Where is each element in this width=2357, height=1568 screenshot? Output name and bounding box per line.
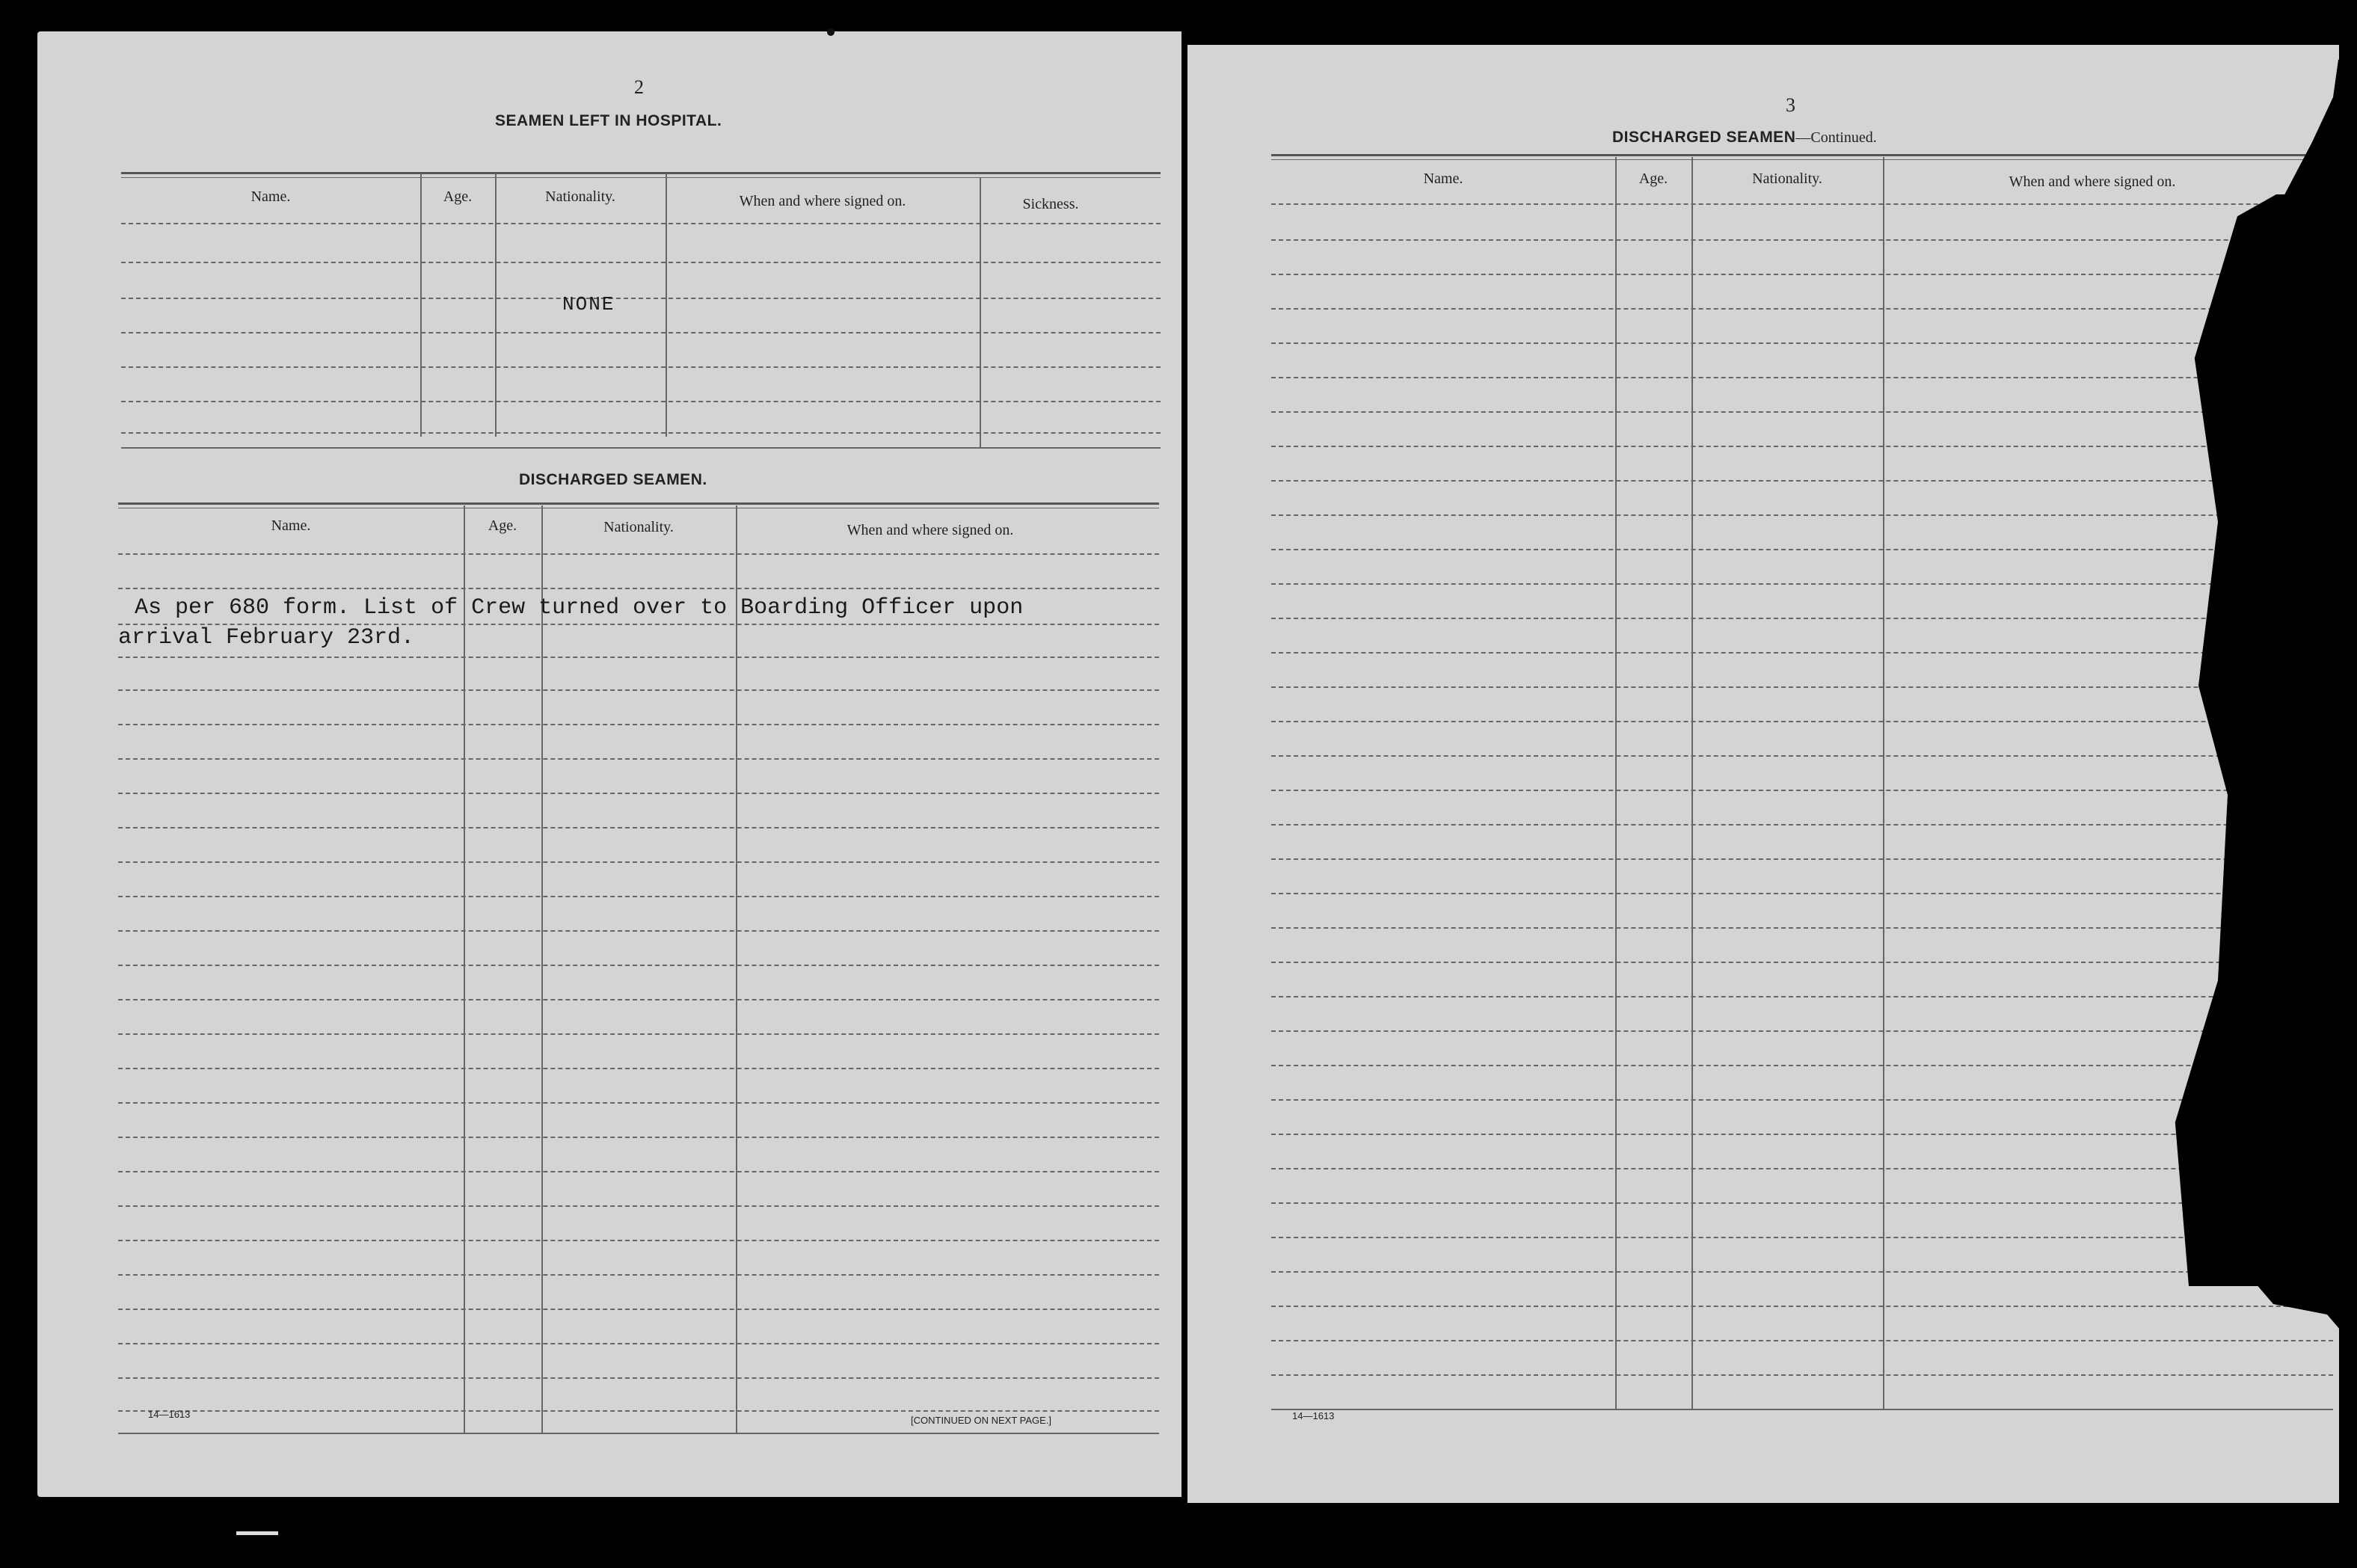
hospital-section-title: SEAMEN LEFT IN HOSPITAL.: [495, 112, 722, 129]
hospital-table: [121, 135, 1161, 456]
col-header-name: Name.: [251, 188, 291, 205]
col-header-name: Name.: [271, 517, 311, 534]
col-header-nationality: Nationality.: [1752, 170, 1822, 187]
form-number: 14—1613: [148, 1409, 191, 1420]
col-header-name: Name.: [1423, 170, 1463, 187]
form-number: 14—1613: [1292, 1410, 1335, 1421]
col-header-age: Age.: [488, 517, 517, 534]
discharged-continued-title: [1612, 129, 1877, 147]
title-text: DISCHARGED SEAMEN: [1612, 129, 1796, 146]
hospital-entry-none: NONE: [562, 293, 615, 316]
discharged-table-right: [1271, 154, 2333, 1416]
discharged-section-title: DISCHARGED SEAMEN.: [519, 471, 707, 488]
scan-mark: [236, 1531, 278, 1535]
continued-note: [CONTINUED ON NEXT PAGE.]: [911, 1415, 1052, 1426]
typed-note-line-1: As per 680 form. List of Crew turned over to Boarding Officer upon: [135, 595, 1024, 621]
col-header-signed-on: When and where signed on.: [2009, 173, 2176, 190]
title-continued: —Continued.: [1795, 129, 1877, 146]
page-number: 2: [634, 76, 644, 98]
col-header-sickness: Sickness.: [1022, 196, 1079, 212]
speck: [827, 28, 835, 36]
col-header-nationality: Nationality.: [603, 519, 674, 535]
col-header-signed-on: When and where signed on.: [739, 193, 906, 209]
typed-note-line-2: arrival February 23rd.: [118, 625, 415, 651]
left-page: [37, 31, 1181, 1497]
page-number: 3: [1786, 94, 1795, 116]
col-header-age: Age.: [1638, 170, 1668, 187]
right-page: [1187, 45, 2339, 1503]
col-header-signed-on: When and where signed on.: [846, 522, 1014, 538]
col-header-age: Age.: [443, 188, 473, 205]
col-header-nationality: Nationality.: [545, 188, 615, 205]
